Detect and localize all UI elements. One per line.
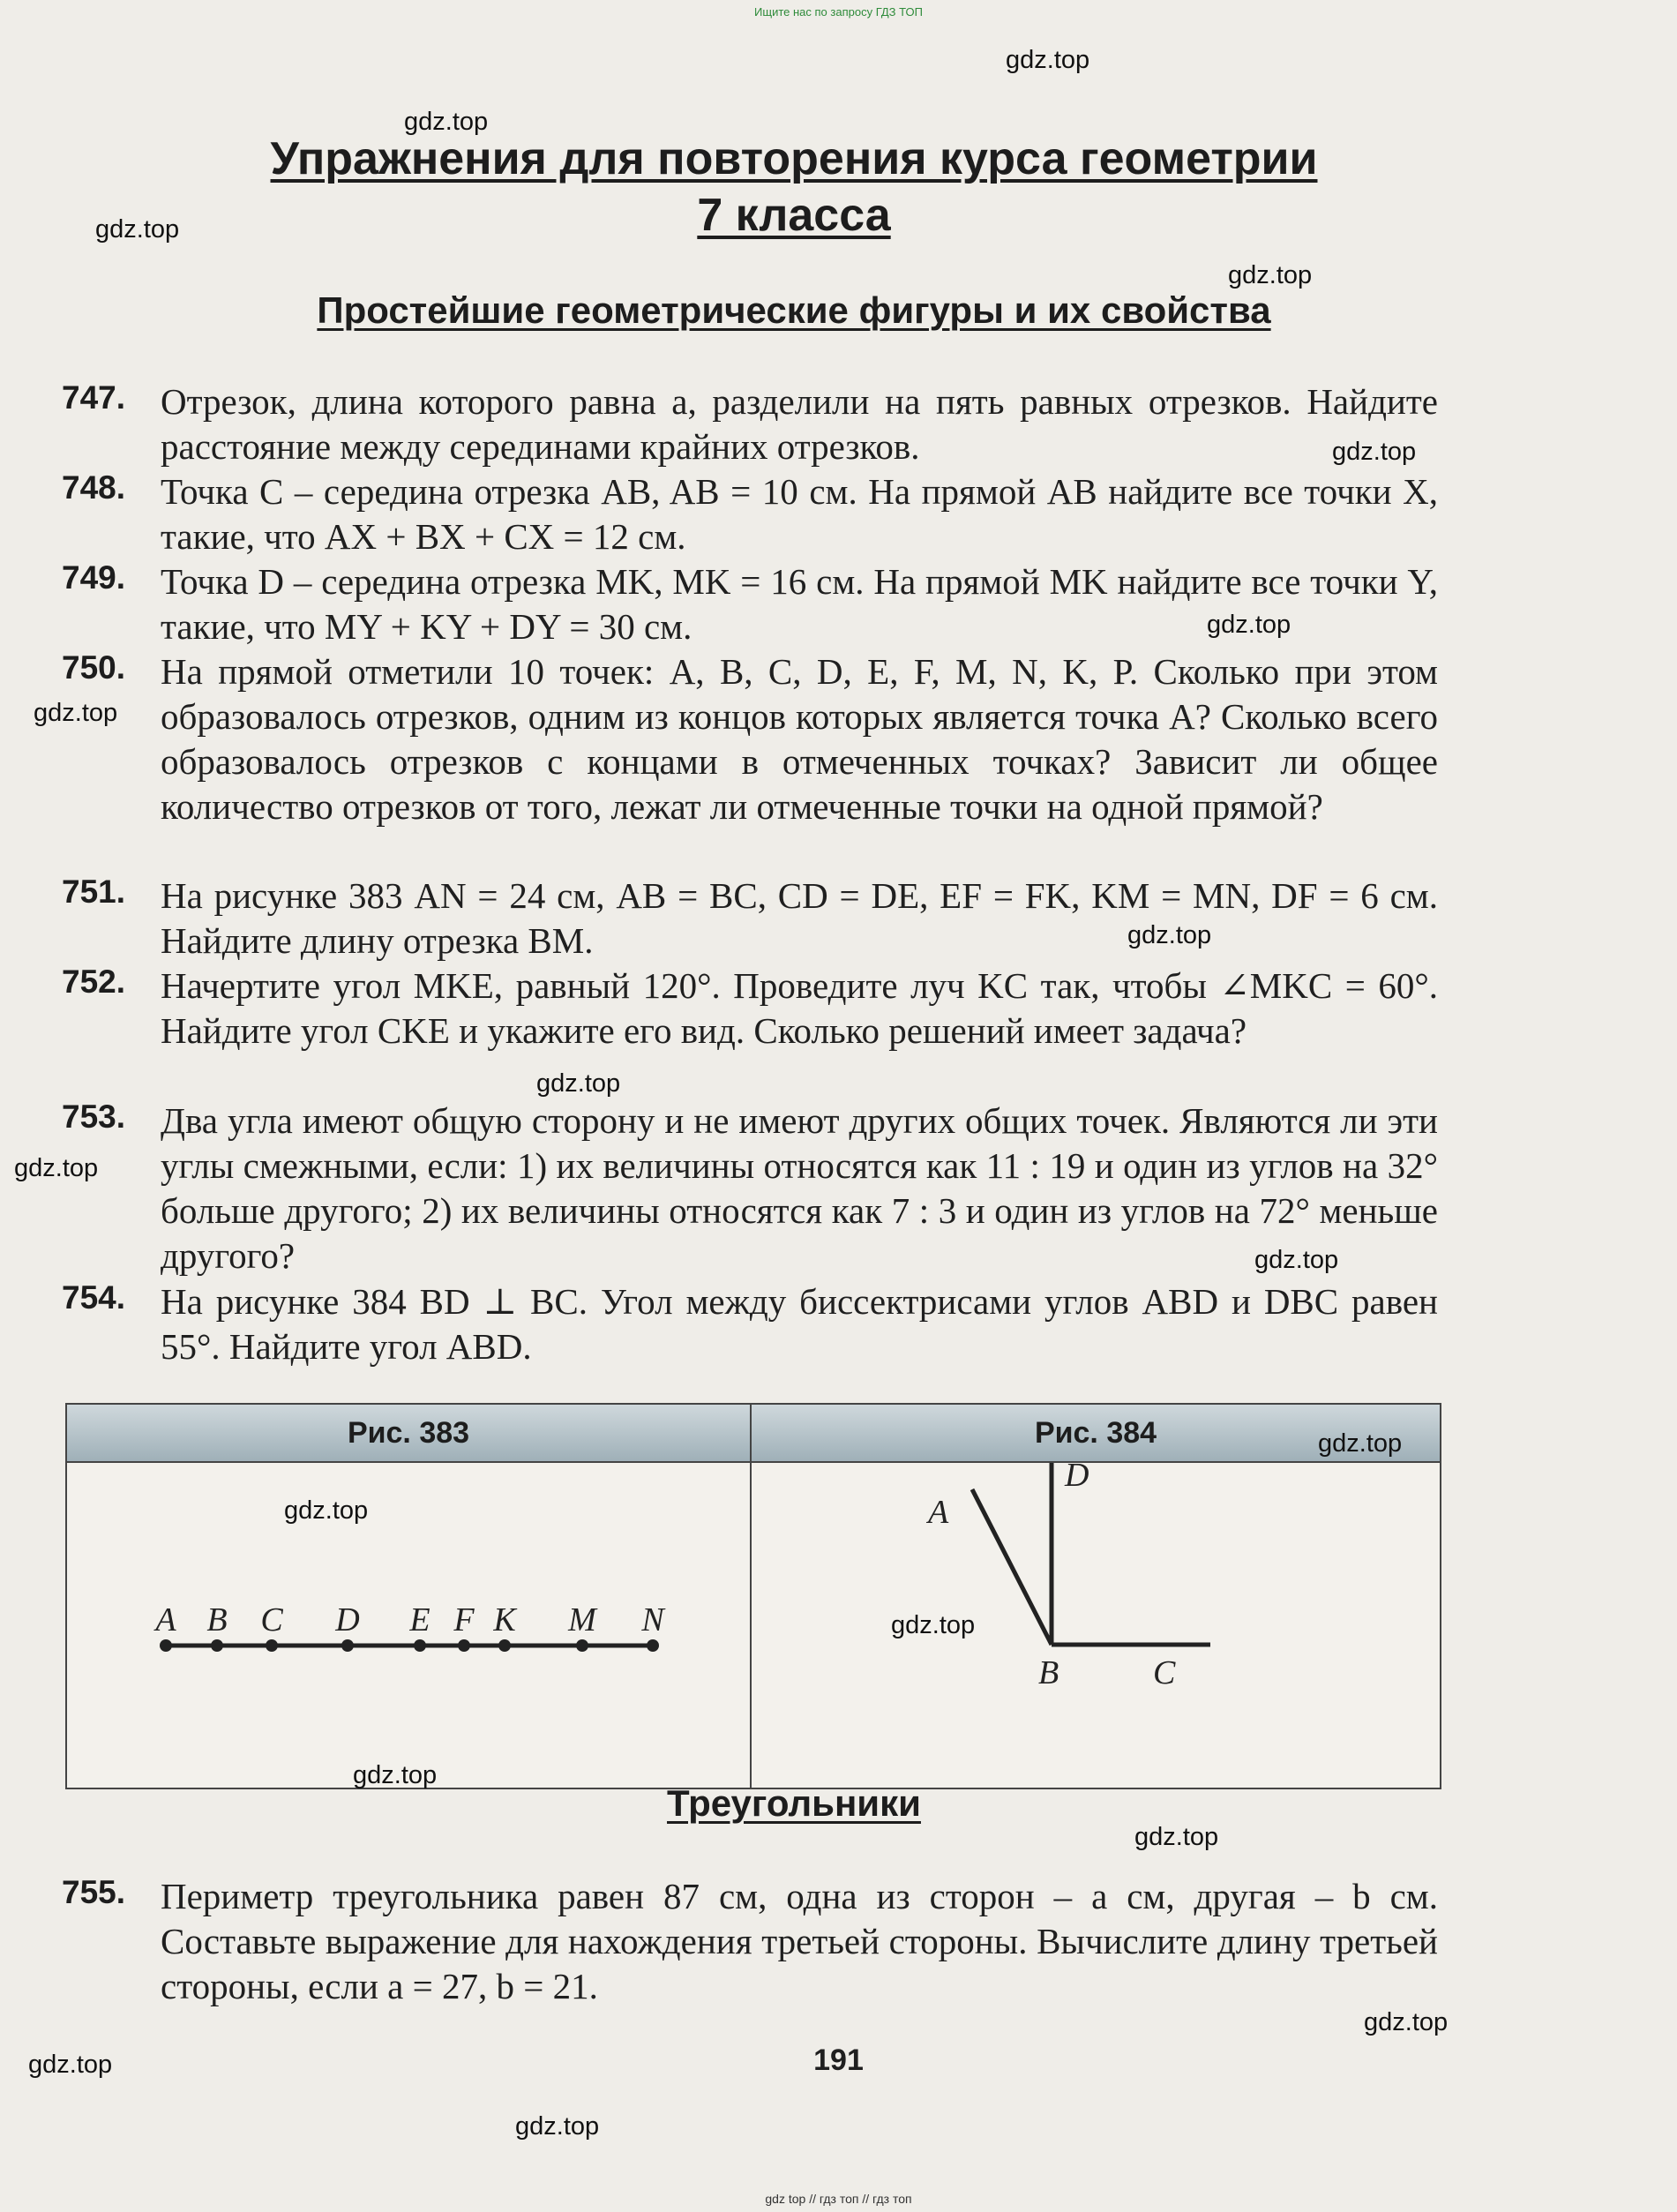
top-banner-note: Ищите нас по запросу ГДЗ ТОП [754, 5, 923, 19]
exercise-747 [62, 379, 1438, 469]
watermark: gdz.top [1127, 921, 1212, 949]
point-b [211, 1639, 223, 1652]
watermark: gdz.top [1207, 611, 1291, 639]
point-d [341, 1639, 354, 1652]
watermark: gdz.top [14, 1154, 99, 1182]
figures-table [65, 1403, 1441, 1789]
exercise-text: На рисунке 384 BD ⊥ BC. Угол между биссектрисами углов ABD и DBC равен 55°. Найдите угол ABD. [161, 1281, 1438, 1367]
watermark: gdz.top [1134, 1823, 1219, 1851]
exercise-text: Точка D – середина отрезка MK, MK = 16 см. На прямой MK найдите все точки Y, такие, что MY + KY + DY = 30 см. [161, 561, 1438, 647]
exercise-755 [62, 1874, 1438, 2009]
watermark: gdz.top [28, 2051, 113, 2079]
exercise-number: 752. [62, 964, 126, 1000]
page-title-line1: Упражнения для повторения курса геометрии [270, 133, 1318, 184]
section-title-figures: Простейшие геометрические фигуры и их свойства [317, 289, 1271, 331]
point-n [647, 1639, 659, 1652]
point-label-d: D [1065, 1463, 1089, 1494]
exercise-number: 751. [62, 874, 126, 910]
exercise-number: 748. [62, 469, 126, 506]
watermark: gdz.top [353, 1761, 438, 1789]
point-label-d: D [335, 1601, 360, 1638]
point-m [576, 1639, 588, 1652]
exercise-text: Периметр треугольника равен 87 см, одна из сторон – a см, другая – b см. Составьте выражение для нахождения третьей стороны. Вычислите длину третьей стороны, если a = 27, b = 21. [161, 1876, 1438, 2006]
exercise-750 [62, 649, 1438, 829]
figure-384 [752, 1463, 1440, 1786]
exercise-text: Точка C – середина отрезка AB, AB = 10 см. На прямой AB найдите все точки X, такие, что AX + BX + CX = 12 см. [161, 471, 1438, 557]
exercise-number: 753. [62, 1099, 126, 1135]
point-k [498, 1639, 511, 1652]
section-title-triangles: Треугольники [667, 1782, 921, 1824]
watermark: gdz.top [1228, 261, 1313, 289]
watermark: gdz.top [284, 1496, 369, 1525]
exercise-number: 747. [62, 379, 126, 416]
exercise-748 [62, 469, 1438, 559]
point-label-k: K [493, 1601, 516, 1638]
watermark: gdz.top [1332, 438, 1417, 466]
exercise-text: Отрезок, длина которого равна a, разделили на пять равных отрезков. Найдите расстояние между серединами крайних отрезков. [161, 381, 1438, 467]
fig383-caption: Рис. 383 [347, 1416, 470, 1450]
exercise-number: 749. [62, 559, 126, 596]
point-label-a: A [928, 1494, 949, 1531]
watermark: gdz.top [95, 215, 180, 244]
exercise-text: На прямой отметили 10 точек: A, B, C, D, E, F, M, N, K, P. Сколько при этом образовалось отрезков, одним из концов которых является точка A? Сколько всего образовалось отрезков с концами в отмеченных точках? Зависит ли общее количество отрезков от того, лежат ли отмеченные точки на одной прямой? [161, 651, 1438, 827]
exercise-text: На рисунке 383 AN = 24 см, AB = BC, CD = DE, EF = FK, KM = MN, DF = 6 см. Найдите длину отрезка BM. [161, 875, 1438, 961]
point-label-c: C [260, 1601, 283, 1638]
watermark: gdz.top [515, 2112, 600, 2141]
point-label-b: B [1038, 1654, 1059, 1691]
point-c [266, 1639, 278, 1652]
fig384-caption: Рис. 384 [1034, 1416, 1157, 1450]
watermark: gdz.top [34, 699, 118, 727]
watermark: gdz.top [1254, 1246, 1339, 1274]
figures-table-header [67, 1405, 1440, 1463]
watermark: gdz.top [404, 108, 489, 136]
page-number: 191 [813, 2043, 864, 2077]
ray-ba [972, 1489, 1052, 1645]
exercise-number: 754. [62, 1279, 126, 1316]
bottom-banner-note: gdz top // гдз топ // гдз топ [765, 2192, 912, 2206]
watermark: gdz.top [1318, 1429, 1403, 1458]
exercise-number: 755. [62, 1874, 126, 1910]
watermark: gdz.top [891, 1611, 976, 1639]
exercise-text: Начертите угол MKE, равный 120°. Проведите луч KC так, чтобы ∠MKC = 60°. Найдите угол CKE и укажите его вид. Сколько решений имеет задача? [161, 965, 1438, 1051]
exercise-number: 750. [62, 649, 126, 686]
point-a [160, 1639, 172, 1652]
exercise-text: Два угла имеют общую сторону и не имеют других общих точек. Являются ли эти углы смежными, если: 1) их величины относятся как 11 : 19 и один из углов на 32° больше другого; 2) их величины относятся как 7 : 3 и один из углов на 72° меньше другого? [161, 1100, 1438, 1276]
exercise-751 [62, 874, 1438, 964]
point-label-f: F [453, 1601, 475, 1638]
point-label-c: C [1153, 1654, 1176, 1691]
exercise-753 [62, 1099, 1438, 1278]
exercise-754 [62, 1279, 1438, 1369]
point-label-a: A [155, 1601, 176, 1638]
point-label-b: B [206, 1601, 228, 1638]
exercise-752 [62, 964, 1438, 1054]
point-e [414, 1639, 426, 1652]
point-label-m: M [568, 1601, 596, 1638]
watermark: gdz.top [536, 1069, 621, 1098]
page-title-line2: 7 класса [697, 190, 891, 241]
point-label-n: N [641, 1601, 664, 1638]
point-label-e: E [409, 1601, 430, 1638]
watermark: gdz.top [1006, 46, 1090, 74]
watermark: gdz.top [1364, 2008, 1449, 2036]
point-f [458, 1639, 470, 1652]
figure-383 [67, 1463, 750, 1786]
